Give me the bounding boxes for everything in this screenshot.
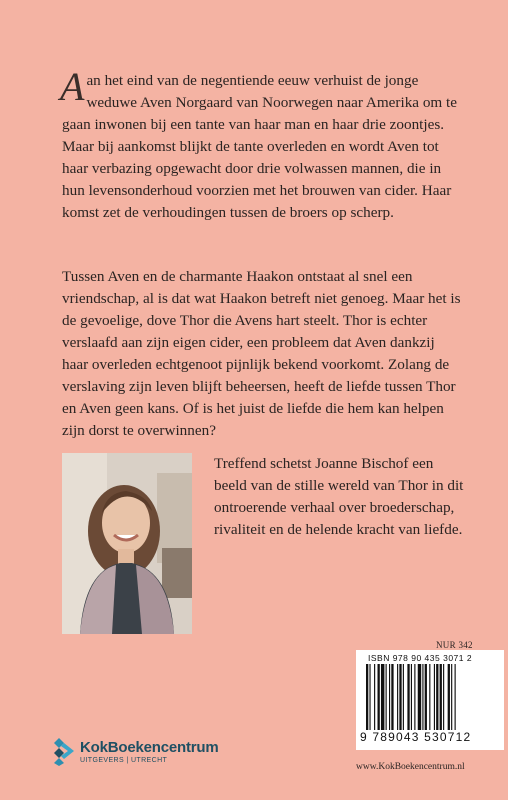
barcode-stripe — [448, 664, 450, 730]
barcode-stripe — [374, 664, 375, 730]
barcode-stripe — [443, 664, 444, 730]
barcode-stripe — [386, 664, 387, 730]
barcode-stripe — [403, 664, 404, 730]
barcode-stripe — [378, 664, 380, 730]
publisher-logo — [50, 736, 219, 766]
barcode-stripe — [434, 664, 435, 730]
publisher-logo-icon — [50, 736, 76, 766]
barcode-stripe — [389, 664, 390, 730]
barcode-stripe — [407, 664, 409, 730]
barcode-stripe — [451, 664, 452, 730]
barcode-stripe — [399, 664, 401, 730]
barcode-stripe — [397, 664, 398, 730]
blurb-paragraph-1 — [60, 64, 462, 224]
barcode-stripe — [369, 664, 370, 730]
publisher-tagline: UITGEVERS | UTRECHT — [80, 756, 168, 764]
barcode-stripe — [422, 664, 423, 730]
barcode-stripe — [425, 664, 427, 730]
blurb-paragraph-2: Tussen Aven en de charmante Haakon ontstaat al snel een vriendschap, al is dat wat Haakon betreft niet genoeg. Maar het is de gevoelige, dove Thor die Avens hart steelt. Thor is echter verslaafd aan zijn eigen cider, een probleem dat Aven dankzij haar overleden echtgenoot pijnlijk bekend voorkomt. Zolang de verslaving zijn leven blijft beheersen, heeft de liefde tussen Thor en Aven geen kans. Of is het juist de liefde die hem kan helpen zijn dorst te overwinnen? — [62, 268, 461, 439]
barcode-stripe — [414, 664, 415, 730]
barcode-box — [356, 650, 504, 750]
author-photo — [62, 453, 192, 634]
blurb-paragraph-1-text: an het eind van de negentiende eeuw verhuist de jonge weduwe Aven Norgaard van Noorwegen naar Amerika om te gaan inwonen bij een tante van haar man en haar drie zoontjes. Maar bij aankomst blijkt de tante overleden en wordt Aven tot haar verbazing opgewacht door drie volwassen mannen, die in hun levensonderhoud voorzien met het brouwen van cider. Haar komst zet de verhoudingen tussen de broers op scherp. — [62, 72, 457, 221]
nur-code: NUR 342 — [436, 640, 473, 650]
publisher-name: KokBoekencentrum — [80, 738, 219, 756]
barcode-bars — [366, 664, 494, 730]
barcode-stripe — [440, 664, 442, 730]
barcode-digits: 9 789043 530712 — [360, 730, 472, 744]
barcode-stripe — [381, 664, 384, 730]
barcode-stripe — [455, 664, 456, 730]
barcode-stripe — [436, 664, 438, 730]
barcode-stripe — [391, 664, 393, 730]
barcode-stripe — [418, 664, 421, 730]
drop-cap: A — [60, 64, 85, 109]
barcode-stripe — [429, 664, 430, 730]
barcode-stripe — [366, 664, 368, 730]
isbn-label: ISBN 978 90 435 3071 2 — [368, 653, 473, 663]
publisher-website: www.KokBoekencentrum.nl — [356, 762, 465, 772]
blurb-paragraph-3: Treffend schetst Joanne Bischof een beeld van de stille wereld van Thor in dit ontroerende verhaal over broederschap, rivaliteit en de helende kracht van liefde. — [214, 455, 464, 538]
barcode-stripe — [411, 664, 412, 730]
